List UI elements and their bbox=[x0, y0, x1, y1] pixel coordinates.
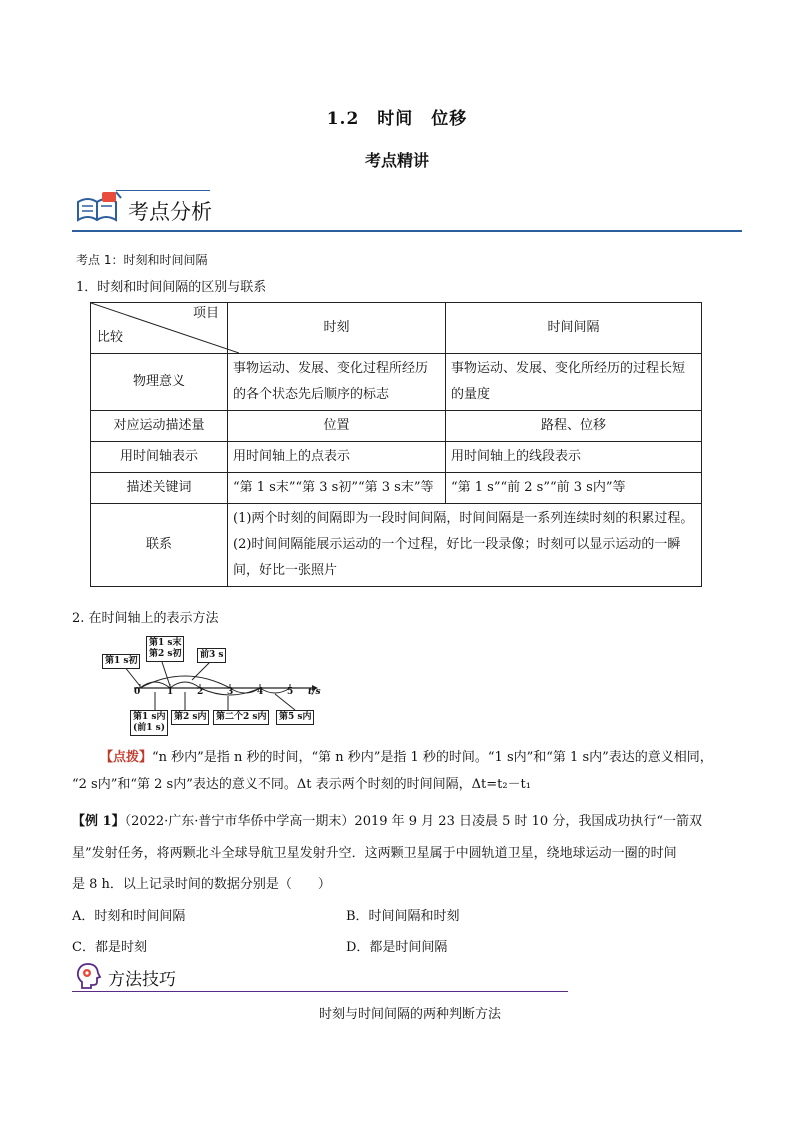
corner-bottom-label: 比较 bbox=[97, 330, 124, 345]
label-line: (前1 s) bbox=[133, 723, 165, 733]
cell: 事物运动、发展、变化所经历的过程长短的量度 bbox=[446, 354, 702, 411]
label-second-2s-in: 第二个2 s内 bbox=[213, 710, 269, 725]
axis-label: t/s bbox=[308, 687, 321, 697]
tip-line-1 bbox=[100, 746, 713, 765]
cell: “第 1 s末”“第 3 s初”“第 3 s末”等 bbox=[228, 473, 446, 504]
table-corner-cell bbox=[91, 303, 228, 354]
link-cell bbox=[228, 504, 702, 587]
method-banner bbox=[72, 962, 568, 992]
label-first-s-end bbox=[146, 636, 184, 662]
method-banner-label: 方法技巧 bbox=[108, 970, 176, 990]
col-header-moment: 时刻 bbox=[228, 303, 446, 354]
section-banner-label: 考点分析 bbox=[128, 200, 212, 224]
table-row bbox=[91, 473, 702, 504]
tip-tag: 【点拨】 bbox=[100, 750, 153, 765]
tip-line-2: “2 s内”和“第 2 s内”表达的意义不同。Δt 表示两个时刻的时间间隔，Δt=t₂－t₁ bbox=[72, 777, 531, 792]
example-line-2: 星”发射任务，将两颗北斗全球导航卫星发射升空．这两颗卫星属于中圆轨道卫星，绕地球运动一圈的时间 bbox=[72, 846, 677, 861]
brain-head-icon bbox=[74, 962, 102, 990]
label-line: 第2 s初 bbox=[149, 649, 182, 659]
col-header-interval: 时间间隔 bbox=[446, 303, 702, 354]
option-c: C．都是时刻 bbox=[72, 940, 147, 955]
link-paragraph-1: (1)两个时刻的间隔即为一段时间间隔，时间间隔是一系列连续时刻的积累过程。 bbox=[233, 511, 694, 526]
topic-heading: 考点 1：时刻和时间间隔 bbox=[76, 253, 208, 267]
tick-label: 3 bbox=[227, 687, 234, 697]
label-line: 第1 s末 bbox=[149, 638, 182, 648]
method-title: 时刻与时间间隔的两种判断方法 bbox=[318, 1007, 501, 1022]
table-row bbox=[91, 504, 702, 587]
item-2-heading: 2. 在时间轴上的表示方法 bbox=[72, 611, 219, 626]
cell: 用时间轴上的线段表示 bbox=[446, 442, 702, 473]
cell: 事物运动、发展、变化过程所经历的各个状态先后顺序的标志 bbox=[228, 354, 446, 411]
timeline-diagram bbox=[100, 632, 330, 732]
option-b: B．时间间隔和时刻 bbox=[346, 909, 460, 924]
option-a: A．时刻和时间间隔 bbox=[72, 909, 186, 924]
label-first-s-in bbox=[130, 710, 168, 736]
tip-text: “n 秒内”是指 n 秒的时间，“第 n 秒内”是指 1 秒的时间。“1 s内”和“第 1 s内”表达的意义相同， bbox=[152, 750, 713, 765]
corner-top-label: 项目 bbox=[192, 306, 219, 321]
tick-label: 1 bbox=[167, 687, 174, 697]
cell: 路程、位移 bbox=[446, 411, 702, 442]
example-line-3: 是 8 h．以上记录时间的数据分别是（ ） bbox=[72, 877, 331, 892]
tick-label: 0 bbox=[134, 687, 141, 697]
row-label: 描述关键词 bbox=[91, 473, 228, 504]
section-banner bbox=[72, 190, 742, 232]
link-paragraph-2: (2)时间间隔能展示运动的一个过程，好比一段录像；时刻可以显示运动的一瞬间，好比一张照片 bbox=[233, 537, 681, 578]
row-label: 用时间轴表示 bbox=[91, 442, 228, 473]
example-tag: 【例 1】 bbox=[72, 814, 125, 829]
item-1-heading: 1．时刻和时间间隔的区别与联系 bbox=[76, 280, 267, 295]
label-first-3s: 前3 s bbox=[197, 648, 226, 663]
page-title: 1.2 时间 位移 bbox=[326, 109, 468, 129]
cell: 用时间轴上的点表示 bbox=[228, 442, 446, 473]
label-first-s-start: 第1 s初 bbox=[102, 654, 140, 669]
label-fifth-s-in: 第5 s内 bbox=[276, 710, 314, 725]
cell: “第 1 s”“前 2 s”“前 3 s内”等 bbox=[446, 473, 702, 504]
table-row bbox=[91, 354, 702, 411]
option-d: D．都是时间间隔 bbox=[346, 940, 448, 955]
label-line: 第1 s内 bbox=[133, 712, 166, 722]
tick-label: 5 bbox=[287, 687, 294, 697]
tick-label: 2 bbox=[197, 687, 204, 697]
example-line-1 bbox=[72, 810, 702, 829]
comparison-table bbox=[90, 302, 702, 587]
tick-label: 4 bbox=[257, 687, 264, 697]
label-second-s-in: 第2 s内 bbox=[171, 710, 209, 725]
table-row bbox=[91, 442, 702, 473]
cell: 位置 bbox=[228, 411, 446, 442]
example-text: （2022·广东·普宁市华侨中学高一期末）2019 年 9 月 23 日凌晨 5 时 10 分，我国成功执行“一箭双 bbox=[124, 814, 702, 829]
table-row bbox=[91, 411, 702, 442]
page-subtitle: 考点精讲 bbox=[364, 151, 429, 170]
row-label: 对应运动描述量 bbox=[91, 411, 228, 442]
row-label: 物理意义 bbox=[91, 354, 228, 411]
book-icon bbox=[72, 190, 122, 230]
row-label: 联系 bbox=[91, 504, 228, 587]
